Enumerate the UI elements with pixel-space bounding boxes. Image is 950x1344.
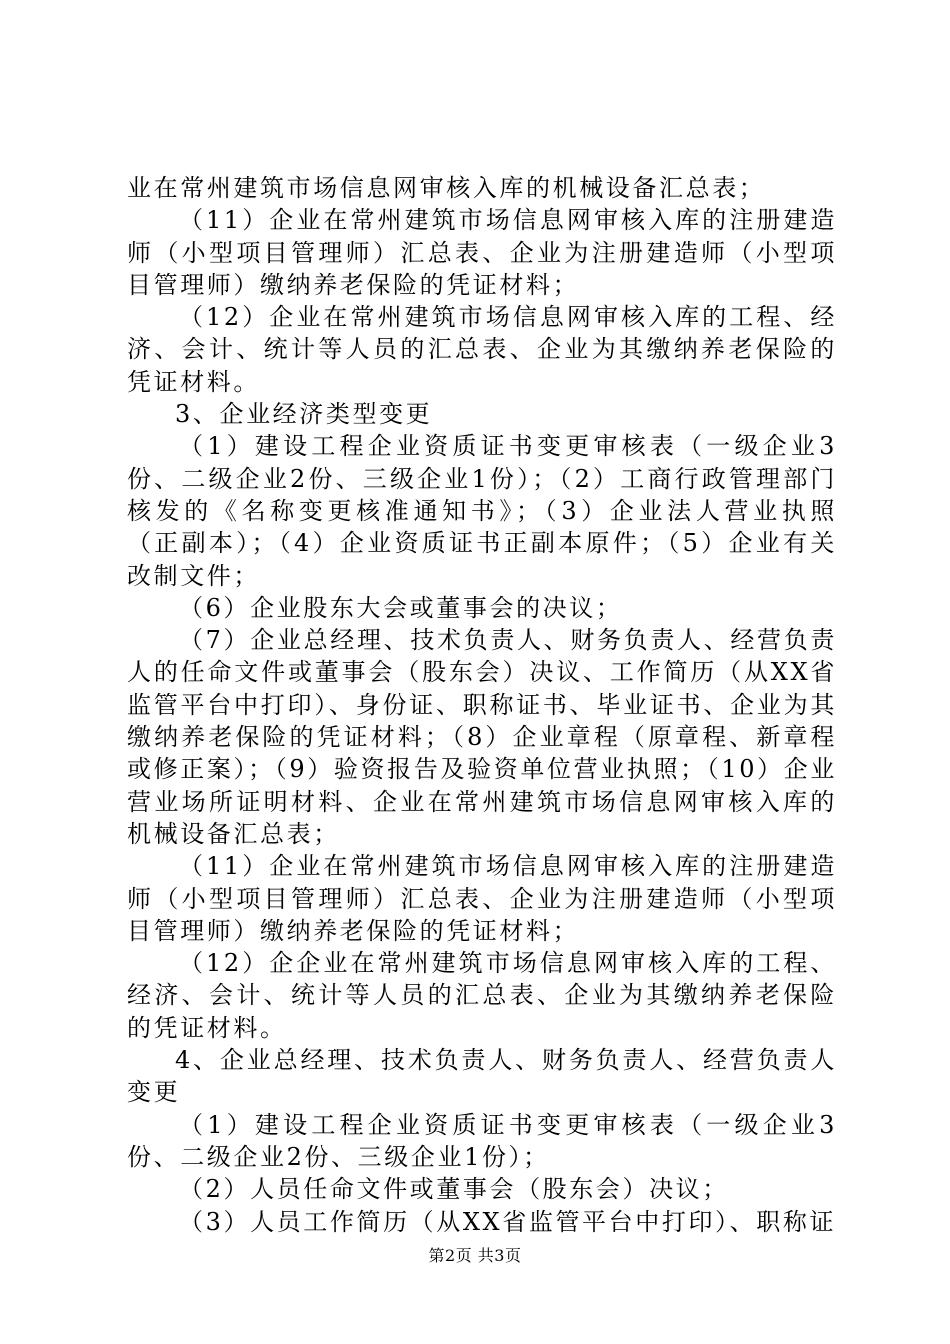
paragraph-item-6: （6）企业股东大会或董事会的决议； bbox=[179, 593, 623, 622]
paragraph-item-12: （12）企业在常州建筑市场信息网审核入库的工程、经济、会计、统计等人员的汇总表、企业为其缴纳养老保险的凭证材料。 bbox=[127, 303, 837, 396]
section-heading-3: 3、企业经济类型变更 bbox=[175, 400, 433, 429]
page-footer: 第2页 共3页 bbox=[428, 1246, 522, 1265]
section-heading-4: 4、企业总经理、技术负责人、财务负责人、经营负责人变更 bbox=[127, 1046, 837, 1107]
paragraph-item-1-c: （1）建设工程企业资质证书变更审核表（一级企业3份、二级企业2份、三级企业1份）； bbox=[127, 1110, 837, 1171]
paragraph-items-1-5: （1）建设工程企业资质证书变更审核表（一级企业3份、二级企业2份、三级企业1份）；（2）工商行政管理部门核发的《名称变更核准通知书》；（3）企业法人营业执照（正副本）；（4）企业资质证书正副本原件；（5）企业有关改制文件； bbox=[127, 432, 837, 590]
paragraph-item-11: （11）企业在常州建筑市场信息网审核入库的注册建造师（小型项目管理师）汇总表、企业为注册建造师（小型项目管理师）缴纳养老保险的凭证材料； bbox=[127, 206, 837, 299]
paragraph-item-2-c: （2）人员任命文件或董事会（股东会）决议； bbox=[179, 1175, 729, 1204]
paragraph-item-3-c: （3）人员工作简历（从XX省监管平台中打印）、职称证 bbox=[179, 1207, 837, 1236]
paragraph-item-11-b: （11）企业在常州建筑市场信息网审核入库的注册建造师（小型项目管理师）汇总表、企业为注册建造师（小型项目管理师）缴纳养老保险的凭证材料； bbox=[127, 852, 837, 945]
paragraph-item-12-b: （12）企企业在常州建筑市场信息网审核入库的工程、经济、会计、统计等人员的汇总表、企业为其缴纳养老保险的凭证材料。 bbox=[127, 949, 837, 1042]
paragraph-items-7-10: （7）企业总经理、技术负责人、财务负责人、经营负责人的任命文件或董事会（股东会）决议、工作简历（从XX省监管平台中打印）、身份证、职称证书、毕业证书、企业为其缴纳养老保险的凭证材料；（8）企业章程（原章程、新章程或修正案）；（9）验资报告及验资单位营业执照；（10）企业营业场所证明材料、企业在常州建筑市场信息网审核入库的机械设备汇总表； bbox=[127, 626, 837, 848]
paragraph-continuation: 业在常州建筑市场信息网审核入库的机械设备汇总表； bbox=[127, 174, 766, 202]
document-body bbox=[127, 172, 837, 1238]
